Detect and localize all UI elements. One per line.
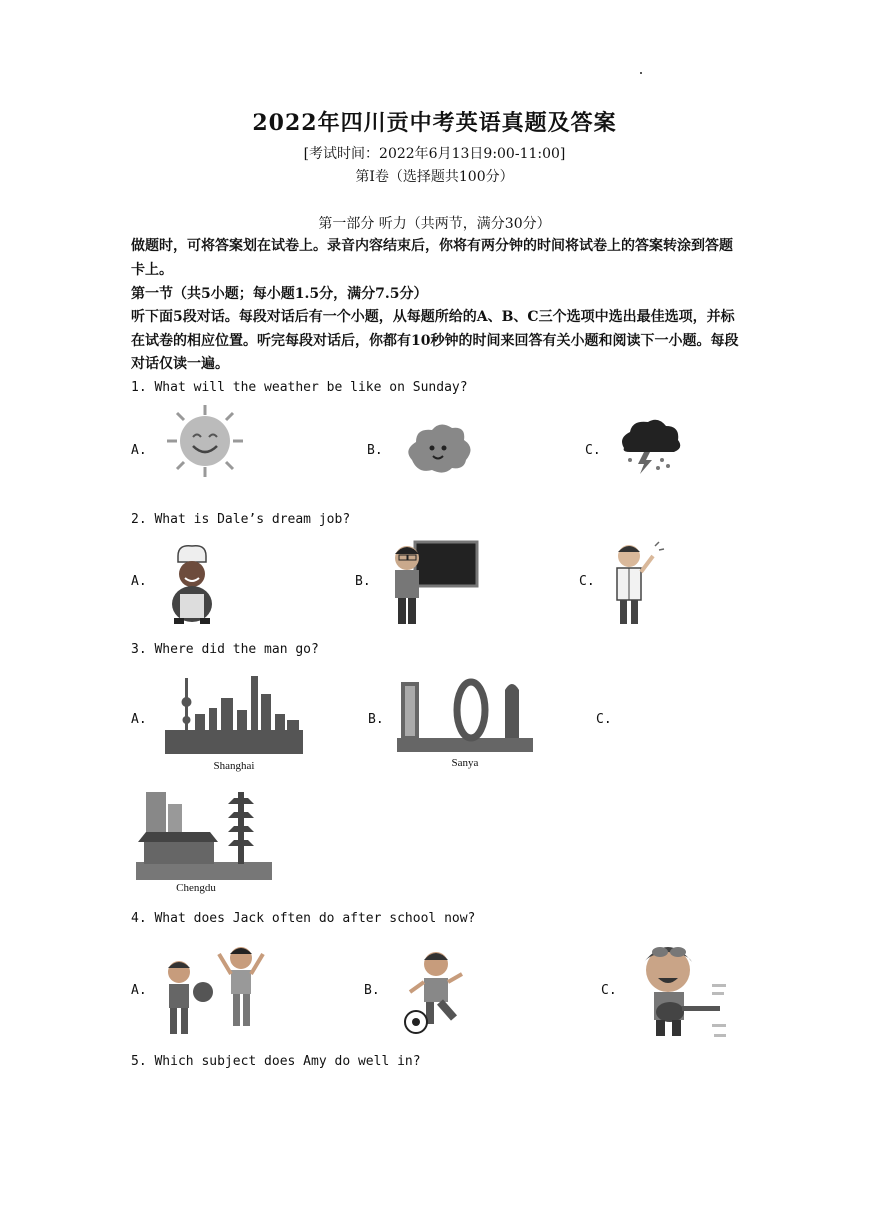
- question-5: 5. Which subject does Amy do well in?: [131, 1054, 421, 1069]
- chengdu-caption: Chengdu: [176, 882, 216, 894]
- soccer-boy-icon: [402, 948, 470, 1036]
- q2-option-c: C.: [579, 574, 595, 589]
- section1-instructions: 听下面5段对话。每段对话后有一个小题，从每题所给的A、B、C三个选项中选出最佳选项，并标在试卷的相应位置。听完每段对话后，你都有10秒钟的时间来回答有关小题和阅读下一小题。每段对话仅读一遍。: [131, 309, 739, 372]
- question-4: 4. What does Jack often do after school now?: [131, 911, 476, 926]
- sanya-skyline-image: [397, 672, 533, 752]
- section1-heading: 第一节（共5小题；每小题1.5分，满分7.5分）: [131, 286, 428, 302]
- q1-option-a: A.: [131, 443, 147, 458]
- exam-time: [考试时间：2022年6月13日9:00-11:00]: [303, 146, 566, 162]
- shanghai-caption: Shanghai: [213, 760, 255, 772]
- q3-option-a: A.: [131, 712, 147, 727]
- q4-option-b: B.: [364, 983, 380, 998]
- question-2: 2. What is Dale’s dream job?: [131, 512, 351, 527]
- q4-option-a: A.: [131, 983, 147, 998]
- chef-icon: [160, 542, 224, 626]
- q4-option-c: C.: [601, 983, 617, 998]
- shanghai-skyline-image: [165, 668, 303, 754]
- basketball-kids-icon: [155, 944, 273, 1038]
- volume-heading: 第Ⅰ卷（选择题共100分）: [355, 169, 514, 185]
- teacher-icon: [389, 540, 481, 626]
- question-1: 1. What will the weather be like on Sunday?: [131, 380, 468, 395]
- q2-option-b: B.: [355, 574, 371, 589]
- guitar-boy-icon: [632, 940, 730, 1040]
- cloud-icon: [402, 420, 474, 476]
- q2-option-a: A.: [131, 574, 147, 589]
- doctor-icon: [605, 540, 667, 626]
- storm-icon: [618, 418, 682, 474]
- part1-instructions: 做题时，可将答案划在试卷上。录音内容结束后，你将有两分钟的时间将试卷上的答案转涂到答题卡上。: [131, 238, 733, 278]
- q3-option-c: C.: [596, 712, 612, 727]
- part1-heading: 第一部分 听力（共两节，满分30分）: [318, 216, 551, 232]
- sun-icon: [165, 403, 245, 479]
- q1-option-b: B.: [367, 443, 383, 458]
- sanya-caption: Sanya: [451, 757, 479, 769]
- scan-dot: [640, 72, 642, 74]
- chengdu-skyline-image: [136, 786, 272, 880]
- q3-option-b: B.: [368, 712, 384, 727]
- q1-option-c: C.: [585, 443, 601, 458]
- page-title: 2022年四川贡中考英语真题及答案: [252, 110, 617, 136]
- question-3: 3. Where did the man go?: [131, 642, 319, 657]
